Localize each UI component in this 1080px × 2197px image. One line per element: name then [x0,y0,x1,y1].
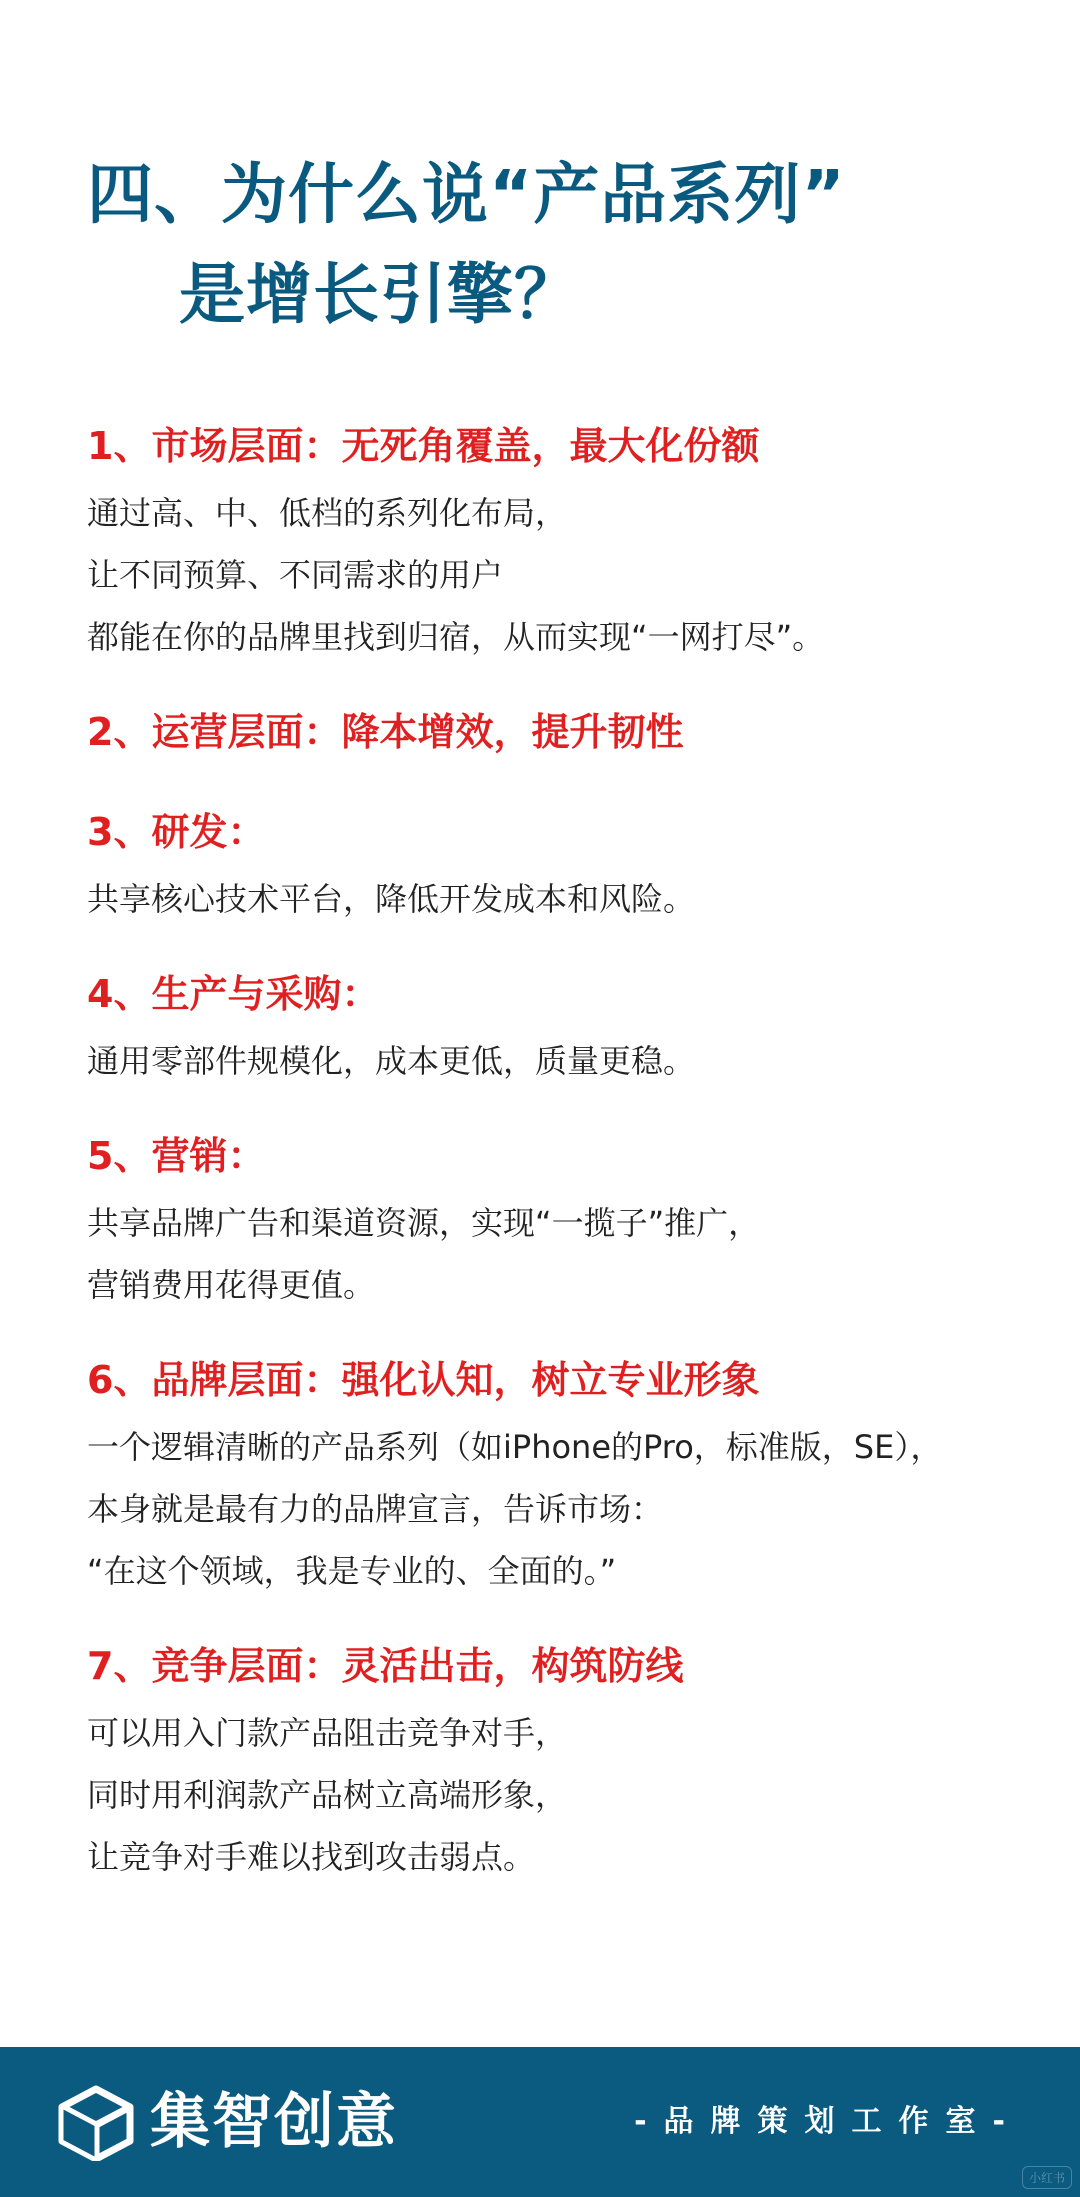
section-6-line-2: 本身就是最有力的品牌宣言，告诉市场： [87,1490,664,1528]
section-7-line-1: 可以用入门款产品阻击竞争对手， [87,1714,568,1752]
section-3-line-1: 共享核心技术平台，降低开发成本和风险。 [87,880,696,918]
section-heading-5: 5、营销： [87,1134,266,1178]
section-heading-7: 7、竞争层面：灵活出击，构筑防线 [87,1644,684,1688]
article-body [87,420,1047,1888]
footer-banner [0,2047,1080,2197]
section-1-line-2: 让不同预算、不同需求的用户 [87,556,504,594]
title-line-1: 四、为什么说“产品系列” [87,156,846,233]
section-5-line-1: 共享品牌广告和渠道资源，实现“一揽子”推广， [87,1204,761,1242]
section-4-line-1: 通用零部件规模化，成本更低，质量更稳。 [87,1042,696,1080]
section-1-line-3: 都能在你的品牌里找到归宿，从而实现“一网打尽”。 [87,618,825,656]
title-line-2: 是增长引擎？ [179,256,581,333]
section-1-line-1: 通过高、中、低档的系列化布局， [87,494,568,532]
watermark: 小红书 [1022,2166,1072,2189]
section-7-line-2: 同时用利润款产品树立高端形象， [87,1776,568,1814]
section-heading-6: 6、品牌层面：强化认知，树立专业形象 [87,1358,760,1402]
section-heading-3: 3、研发： [87,810,266,854]
page-title [87,145,846,345]
section-6-line-1: 一个逻辑清晰的产品系列（如iPhone的Pro，标准版，SE）， [87,1428,943,1466]
section-heading-2: 2、运营层面：降本增效，提升韧性 [87,710,684,754]
brand-name: 集智创意 [150,2087,398,2157]
section-5-line-2: 营销费用花得更值。 [87,1266,376,1304]
brand-tagline: -品牌策划工作室- [634,2104,1022,2139]
section-6-line-3: “在这个领域，我是专业的、全面的。” [87,1552,617,1590]
cube-logo-icon [56,2085,136,2161]
section-7-line-3: 让竞争对手难以找到攻击弱点。 [87,1838,536,1876]
section-heading-1: 1、市场层面：无死角覆盖，最大化份额 [87,424,760,468]
section-heading-4: 4、生产与采购： [87,972,380,1016]
